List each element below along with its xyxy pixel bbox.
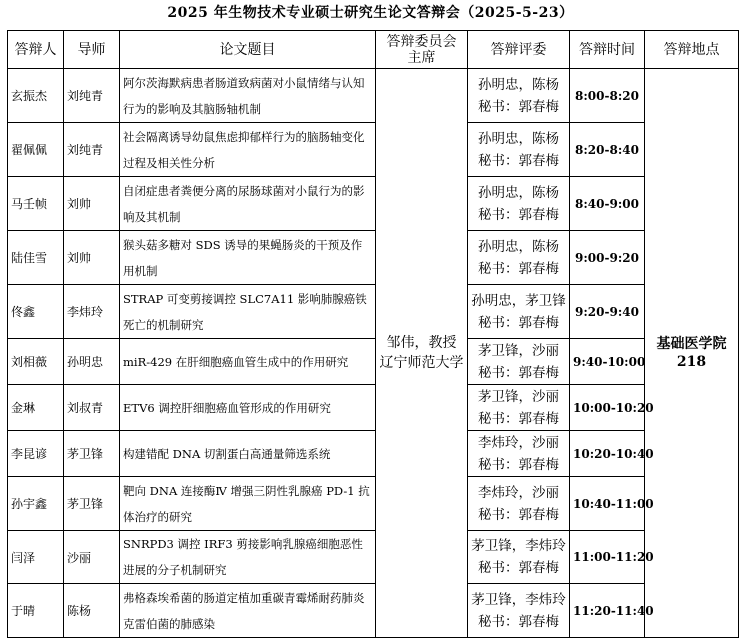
header-chair-line2: 主席 [407,49,436,66]
table-header-row [8,31,739,69]
advisor-name: 李炜玲 [64,285,120,339]
advisor-name: 茅卫锋 [64,477,120,531]
advisor-name: 茅卫锋 [64,431,120,477]
header-advisor: 导师 [64,31,120,69]
thesis-title: 自闭症患者粪便分离的尿肠球菌对小鼠行为的影响及其机制 [120,177,376,231]
student-name: 玄振杰 [8,69,64,123]
table-row [8,285,739,339]
defense-time: 11:00-11:20 [570,531,645,584]
defense-time: 10:00-10:20 [570,385,645,431]
student-name: 闫泽 [8,531,64,584]
advisor-name: 刘帅 [64,231,120,285]
jury-members [468,431,570,477]
jury-members [468,531,570,584]
thesis-title: miR-429 在肝细胞癌血管生成中的作用研究 [120,339,376,385]
jury-judges: 孙明忠，陈杨 [478,238,559,255]
jury-judges: 孙明忠，茅卫锋 [471,292,566,309]
thesis-title: 构建错配 DNA 切割蛋白高通量筛选系统 [120,431,376,477]
jury-judges: 茅卫锋，李炜玲 [471,591,566,608]
table-row [8,584,739,638]
jury-judges: 孙明忠，陈杨 [478,184,559,201]
table-row [8,477,739,531]
student-name: 于晴 [8,584,64,638]
header-time: 答辩时间 [570,31,645,69]
advisor-name: 沙丽 [64,531,120,584]
table-row [8,431,739,477]
jury-secretary: 秘书：郭春梅 [478,506,559,523]
defense-time: 8:20-8:40 [570,123,645,177]
thesis-title: ETV6 调控肝细胞癌血管形成的作用研究 [120,385,376,431]
table-row [8,531,739,584]
jury-secretary: 秘书：郭春梅 [478,98,559,115]
jury-members [468,385,570,431]
defense-location [645,69,739,638]
jury-secretary: 秘书：郭春梅 [478,364,559,381]
committee-chair [376,69,468,638]
jury-secretary: 秘书：郭春梅 [478,613,559,630]
table-row [8,69,739,123]
jury-members [468,339,570,385]
thesis-title: 社会隔离诱导幼鼠焦虑抑郁样行为的脑肠轴变化过程及相关性分析 [120,123,376,177]
jury-judges: 茅卫锋，沙丽 [478,342,559,359]
thesis-title: SNRPD3 调控 IRF3 剪接影响乳腺癌细胞恶性进展的分子机制研究 [120,531,376,584]
jury-members [468,285,570,339]
jury-members [468,231,570,285]
chair-name: 邹伟，教授 [386,335,457,351]
jury-judges: 孙明忠，陈杨 [478,130,559,147]
thesis-title: 猴头菇多糖对 SDS 诱导的果蝇肠炎的干预及作用机制 [120,231,376,285]
defense-time: 8:00-8:20 [570,69,645,123]
defense-time: 10:40-11:00 [570,477,645,531]
jury-judges: 李炜玲，沙丽 [478,484,559,501]
header-jury: 答辩评委 [468,31,570,69]
jury-members [468,123,570,177]
student-name: 刘相薇 [8,339,64,385]
chair-affiliation: 辽宁师范大学 [379,355,464,371]
advisor-name: 陈杨 [64,584,120,638]
defense-time: 9:40-10:00 [570,339,645,385]
student-name: 李昆谚 [8,431,64,477]
jury-secretary: 秘书：郭春梅 [478,560,559,576]
thesis-title: 弗格森埃希菌的肠道定植加重碳青霉烯耐药肺炎克雷伯菌的肺感染 [120,584,376,638]
jury-judges: 李炜玲，沙丽 [478,434,559,451]
table-row [8,231,739,285]
student-name: 金琳 [8,385,64,431]
advisor-name: 刘帅 [64,177,120,231]
table-row [8,177,739,231]
student-name: 马壬帧 [8,177,64,231]
jury-members [468,477,570,531]
header-chair [376,31,468,69]
table-row [8,385,739,431]
thesis-title: STRAP 可变剪接调控 SLC7A11 影响肺腺癌铁死亡的机制研究 [120,285,376,339]
advisor-name: 刘纯青 [64,69,120,123]
defense-time: 9:20-9:40 [570,285,645,339]
jury-secretary: 秘书：郭春梅 [478,456,559,473]
jury-secretary: 秘书：郭春梅 [478,410,559,427]
defense-time: 9:00-9:20 [570,231,645,285]
advisor-name: 刘纯青 [64,123,120,177]
student-name: 佟鑫 [8,285,64,339]
jury-secretary: 秘书：郭春梅 [478,314,559,331]
defense-time: 11:20-11:40 [570,584,645,638]
jury-secretary: 秘书：郭春梅 [478,206,559,223]
jury-members [468,69,570,123]
header-chair-line1: 答辩委员会 [386,33,457,50]
jury-judges: 茅卫锋，沙丽 [478,388,559,405]
header-location: 答辩地点 [645,31,739,69]
student-name: 翟佩佩 [8,123,64,177]
jury-secretary: 秘书：郭春梅 [478,152,559,169]
header-topic: 论文题目 [120,31,376,69]
student-name: 孙宇鑫 [8,477,64,531]
table-row [8,123,739,177]
jury-judges: 茅卫锋，李炜玲 [471,538,566,554]
advisor-name: 孙明忠 [64,339,120,385]
jury-secretary: 秘书：郭春梅 [478,260,559,277]
table-row [8,339,739,385]
page-title: 2025 年生物技术专业硕士研究生论文答辩会（2025-5-23） [167,5,574,21]
defense-time: 10:20-10:40 [570,431,645,477]
header-student: 答辩人 [8,31,64,69]
location-building: 基础医学院 [656,336,727,352]
student-name: 陆佳雪 [8,231,64,285]
location-room: 218 [676,354,707,370]
jury-members [468,177,570,231]
thesis-title: 靶向 DNA 连接酶Ⅳ 增强三阴性乳腺癌 PD-1 抗体治疗的研究 [120,477,376,531]
defense-schedule-table [7,30,739,638]
jury-judges: 孙明忠，陈杨 [478,76,559,93]
jury-members [468,584,570,638]
defense-time: 8:40-9:00 [570,177,645,231]
advisor-name: 刘叔青 [64,385,120,431]
thesis-title: 阿尔茨海默病患者肠道致病菌对小鼠情绪与认知行为的影响及其脑肠轴机制 [120,69,376,123]
